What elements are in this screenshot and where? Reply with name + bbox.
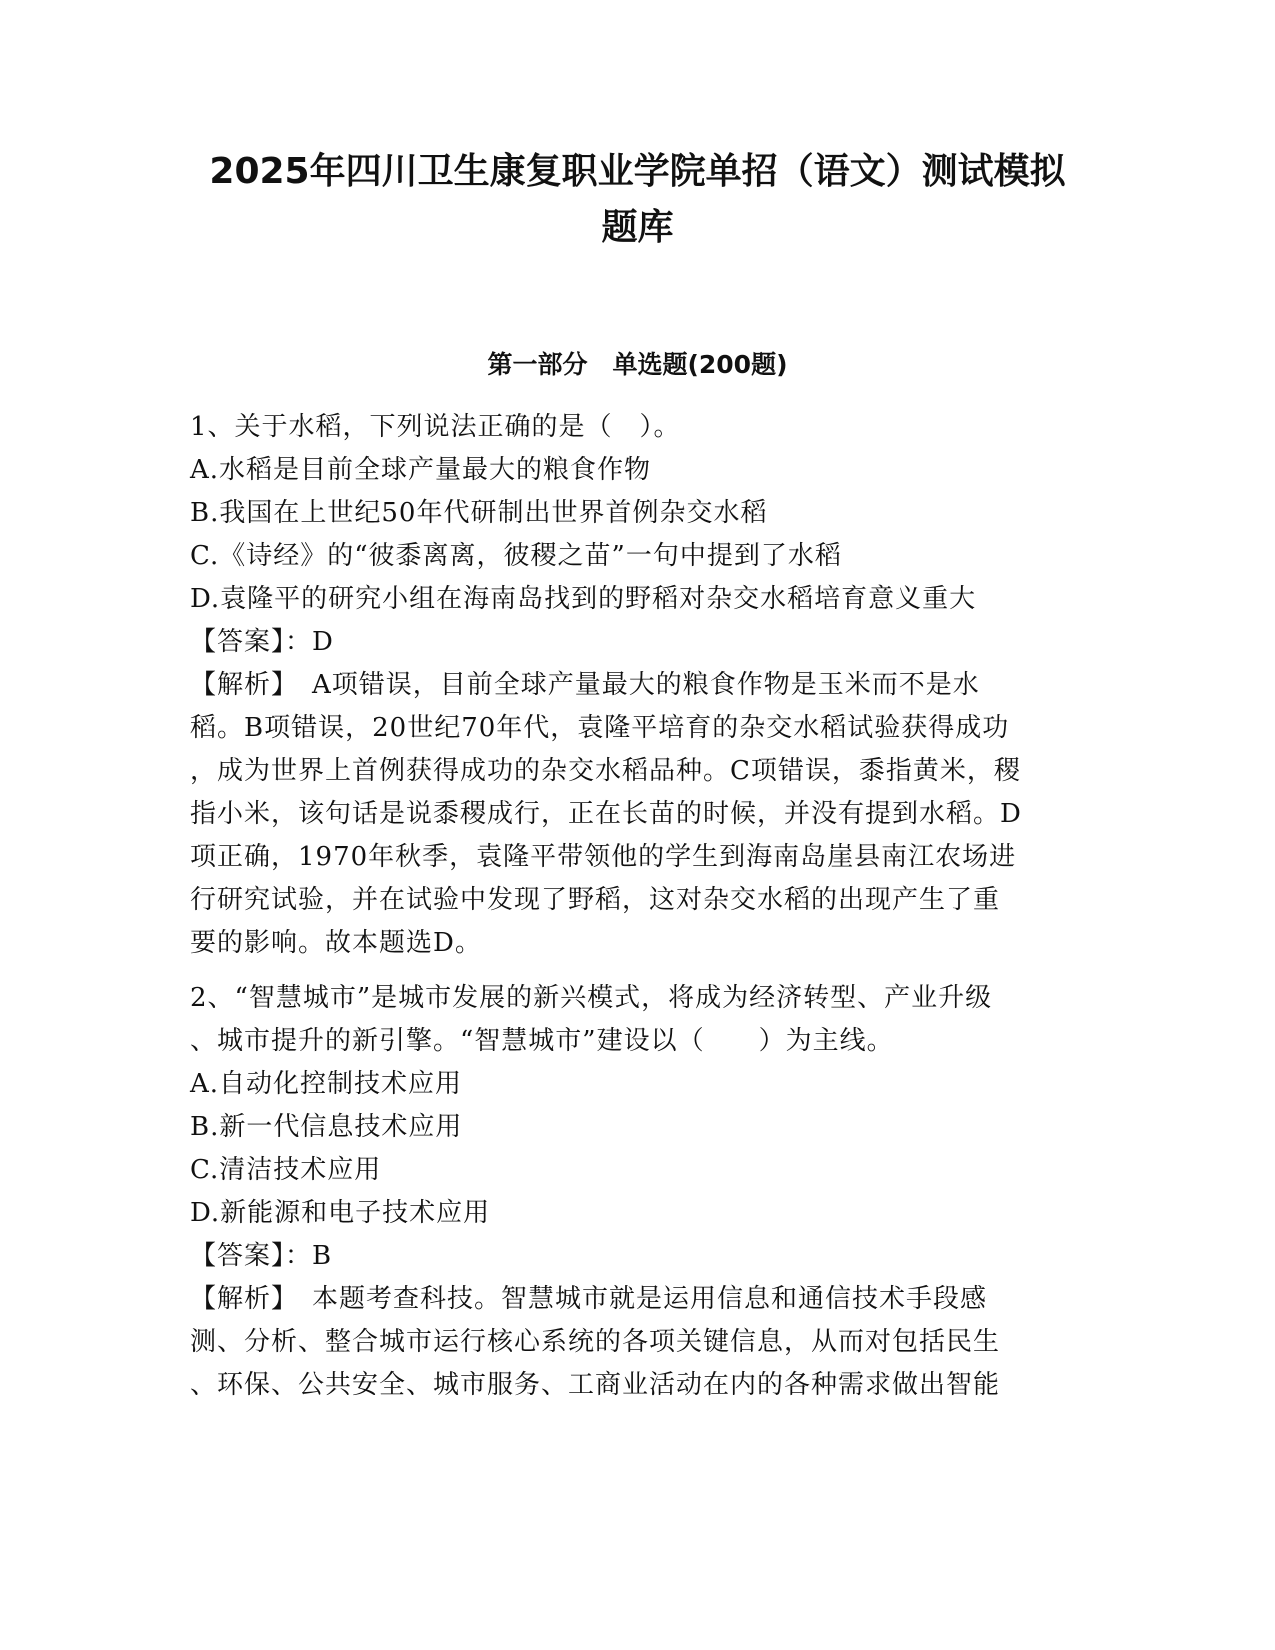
explanation-line: 要的影响。故本题选D。: [190, 928, 482, 958]
explanation-line: 项正确，1970年秋季，袁隆平带领他的学生到海南岛崖县南江农场进: [190, 842, 1017, 872]
option-d: D.袁隆平的研究小组在海南岛找到的野稻对杂交水稻培育意义重大: [190, 584, 977, 614]
section-heading: 第一部分 单选题(200题): [487, 350, 788, 379]
explanation-line: 【解析】 本题考查科技。智慧城市就是运用信息和通信技术手段感: [190, 1284, 988, 1314]
answer-line: 【答案】：D: [190, 627, 334, 657]
option-c: C.《诗经》的“彼黍离离，彼稷之苗”一句中提到了水稻: [190, 541, 842, 571]
explanation-line: 指小米，该句话是说黍稷成行，正在长苗的时候，并没有提到水稻。D: [190, 799, 1022, 829]
document-title: [160, 144, 1115, 256]
document-title-line-1: 2025年四川卫生康复职业学院单招（语文）测试模拟: [209, 151, 1066, 192]
option-b: B.新一代信息技术应用: [190, 1112, 463, 1142]
option-d: D.新能源和电子技术应用: [190, 1198, 491, 1228]
explanation-line: 稻。B项错误，20世纪70年代，袁隆平培育的杂交水稻试验获得成功: [190, 713, 1010, 743]
explanation-line: ，成为世界上首例获得成功的杂交水稻品种。C项错误，黍指黄米，稷: [190, 756, 1021, 786]
question-stem: 1、关于水稻，下列说法正确的是（ ）。: [190, 412, 681, 442]
question-stem: 2、“智慧城市”是城市发展的新兴模式，将成为经济转型、产业升级: [190, 983, 993, 1013]
question-stem: 、城市提升的新引擎。“智慧城市”建设以（ ）为主线。: [190, 1026, 894, 1056]
question-1: [190, 406, 1080, 965]
explanation-line: 【解析】 A项错误，目前全球产量最大的粮食作物是玉米而不是水: [190, 670, 980, 700]
option-a: A.自动化控制技术应用: [190, 1069, 463, 1099]
option-c: C.清洁技术应用: [190, 1155, 382, 1185]
explanation-line: 测、分析、整合城市运行核心系统的各项关键信息，从而对包括民生: [190, 1327, 1001, 1357]
question-2: [190, 977, 1080, 1407]
option-b: B.我国在上世纪50年代研制出世界首例杂交水稻: [190, 498, 768, 528]
question-list: [190, 406, 1080, 1419]
document-title-line-2: 题库: [601, 207, 674, 248]
explanation-line: 、环保、公共安全、城市服务、工商业活动在内的各种需求做出智能: [190, 1370, 1001, 1400]
answer-line: 【答案】：B: [190, 1241, 333, 1271]
explanation-line: 行研究试验，并在试验中发现了野稻，这对杂交水稻的出现产生了重: [190, 885, 1001, 915]
option-a: A.水稻是目前全球产量最大的粮食作物: [190, 455, 652, 485]
